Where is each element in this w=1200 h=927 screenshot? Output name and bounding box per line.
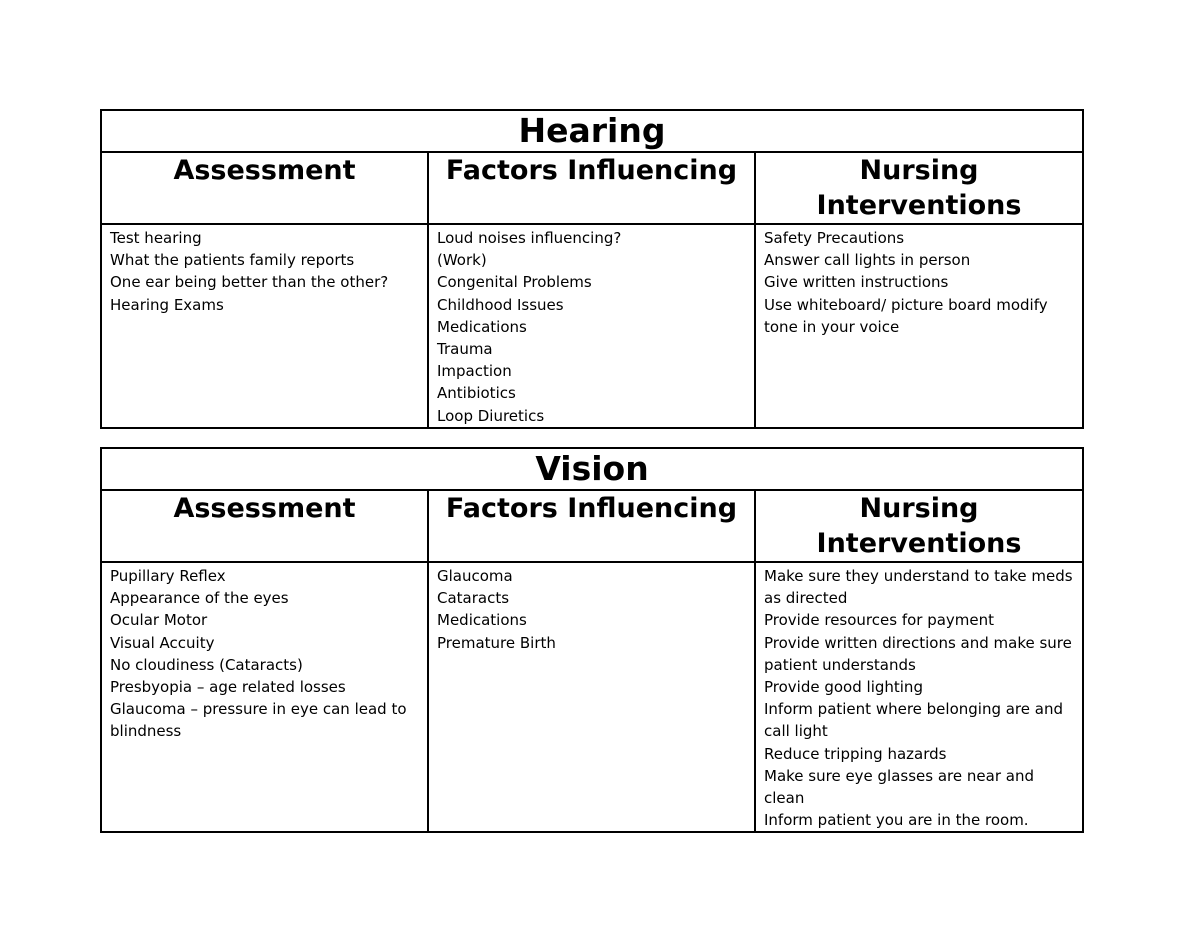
- hearing-title: Hearing: [101, 110, 1083, 152]
- vision-intervention-item: Provide good lighting: [764, 678, 923, 697]
- vision-factor-item: Glaucoma: [437, 567, 513, 585]
- hearing-intervention-item: Answer call lights in person: [764, 251, 971, 270]
- hearing-assessment-item: Hearing Exams: [110, 295, 224, 314]
- hearing-interventions-header: Nursing Interventions: [755, 152, 1083, 224]
- vision-factor-item: Cataracts: [437, 589, 510, 608]
- vision-assessment-item: No cloudiness (Cataracts): [110, 655, 303, 674]
- vision-factor-item: Premature Birth: [437, 633, 556, 652]
- vision-title: Vision: [101, 448, 1083, 490]
- hearing-factor-item: Impaction: [437, 362, 512, 381]
- vision-table: [100, 447, 1084, 833]
- vision-assessment-item: Presbyopia – age related losses: [110, 678, 346, 697]
- vision-intervention-item: Make sure they understand to take meds as directed: [764, 567, 1073, 608]
- vision-intervention-item: Provide resources for payment: [764, 611, 995, 630]
- hearing-assessment-item: Test hearing: [110, 229, 202, 247]
- hearing-factor-item: Childhood Issues: [437, 295, 564, 314]
- hearing-assessment-header: Assessment: [101, 152, 428, 224]
- hearing-interventions-cell: [755, 224, 1083, 428]
- hearing-assessment-item: What the patients family reports: [110, 251, 355, 270]
- vision-assessment-item: Ocular Motor: [110, 611, 208, 630]
- vision-factor-item: Medications: [437, 611, 527, 630]
- vision-intervention-item: Inform patient you are in the room.: [764, 811, 1029, 830]
- vision-intervention-item: Inform patient where belonging are and call light: [764, 700, 1063, 741]
- hearing-factor-item: Congenital Problems: [437, 273, 592, 292]
- hearing-factor-item: Loop Diuretics: [437, 406, 545, 425]
- hearing-intervention-item: Safety Precautions: [764, 229, 905, 247]
- vision-factors-cell: [428, 562, 755, 832]
- hearing-factors-header: Factors Influencing: [428, 152, 755, 224]
- vision-assessment-item: Visual Accuity: [110, 633, 215, 652]
- hearing-assessment-cell: [101, 224, 428, 428]
- vision-intervention-item: Make sure eye glasses are near and clean: [764, 766, 1034, 808]
- hearing-factor-item: Medications: [437, 317, 527, 336]
- vision-assessment-item: Glaucoma – pressure in eye can lead to blindness: [110, 700, 407, 741]
- hearing-intervention-item: Use whiteboard/ picture board modify tone in your voice: [764, 295, 1048, 336]
- hearing-factor-item: (Work): [437, 251, 487, 270]
- vision-intervention-item: Provide written directions and make sure patient understands: [764, 633, 1072, 674]
- vision-assessment-item: Appearance of the eyes: [110, 589, 289, 608]
- vision-assessment-header: Assessment: [101, 490, 428, 562]
- vision-intervention-item: Reduce tripping hazards: [764, 744, 947, 763]
- hearing-intervention-item: Give written instructions: [764, 273, 949, 292]
- hearing-factor-item: Trauma: [437, 340, 493, 359]
- vision-assessment-cell: [101, 562, 428, 832]
- hearing-table: [100, 109, 1084, 429]
- hearing-factors-cell: [428, 224, 755, 428]
- vision-assessment-item: Pupillary Reflex: [110, 567, 226, 585]
- hearing-factor-item: Loud noises influencing?: [437, 229, 622, 247]
- hearing-assessment-item: One ear being better than the other?: [110, 273, 389, 292]
- vision-interventions-header: Nursing Interventions: [755, 490, 1083, 562]
- hearing-factor-item: Antibiotics: [437, 384, 516, 403]
- vision-factors-header: Factors Influencing: [428, 490, 755, 562]
- vision-interventions-cell: [755, 562, 1083, 832]
